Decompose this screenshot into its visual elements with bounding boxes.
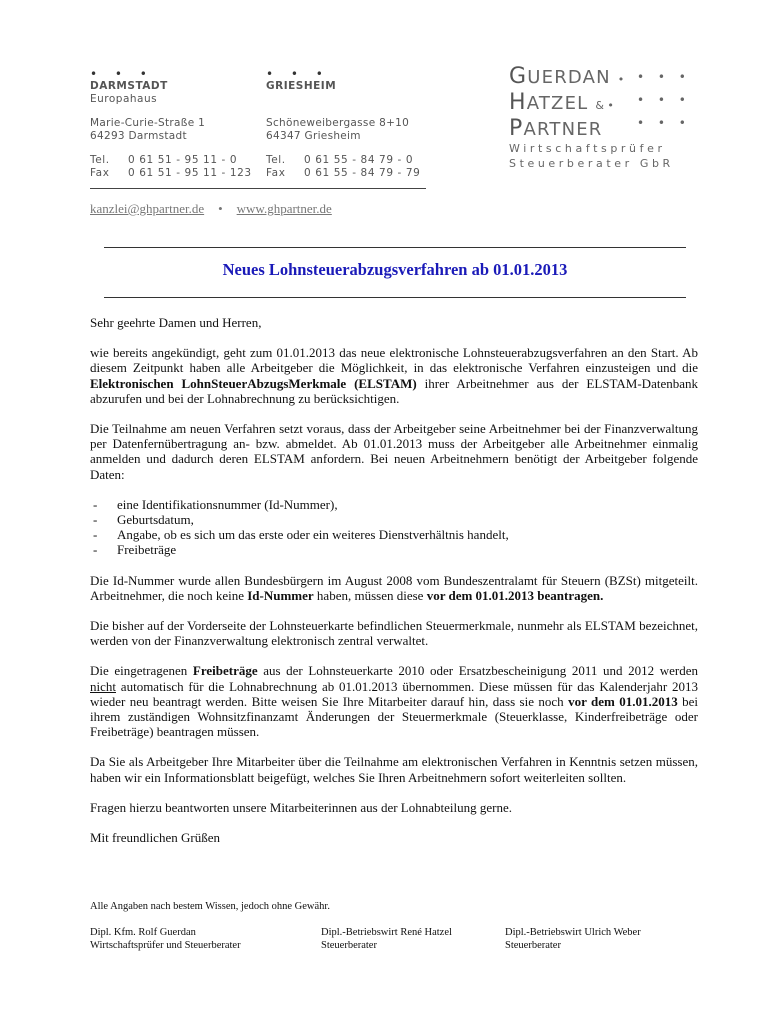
office-street: Schöneweibergasse 8+10 [266,117,410,129]
signature-guerdan [90,926,241,952]
signature-name: Dipl.-Betriebswirt Ulrich Weber [505,927,641,938]
office-dots: • • • [266,67,330,81]
signature-role: Wirtschaftsprüfer und Steuerberater [90,940,241,951]
logo-subtitle-line: Wirtschaftsprüfer [509,142,666,155]
header-divider [90,188,426,189]
list-item: - eine Identifikationsnummer (Id-Nummer), [90,497,698,512]
paragraph: Die Id-Nummer wurde allen Bundesbürgern im August 2008 vom Bundeszentralamt für Steuern (BZSt) mitgeteilt. Arbeitnehmer, die noch keine Id-Nummer haben, müssen diese vor dem 01.01.2013 beantragen. [90,572,698,603]
paragraph: wie bereits angekündigt, geht zum 01.01.2013 das neue elektronische Lohnsteuerabzugsverfahren an den Start. Ab diesem Zeitpunkt haben alle Arbeitgeber die Möglichkeit, in das elektronische Verfahren einzusteigen und die Elektronischen LohnSteuerAbzugsMerkmale (ELSTAM) ihrer Arbeitnehmer aus der ELSTAM-Datenbank abzurufen und bei der Lohnabrechnung zu berücksichtigen. [90,345,698,406]
phone-number: 0 61 55 - 84 79 - 0 [304,154,414,166]
signature-role: Steuerberater [505,940,561,951]
title-rule-top [104,247,686,248]
office-phone [266,154,420,167]
letter-title: Neues Lohnsteuerabzugsverfahren ab 01.01.2013 [222,260,568,279]
salutation: Sehr geehrte Damen und Herren, [90,315,262,330]
signature-hatzel [321,926,452,952]
signature-role: Steuerberater [321,940,377,951]
office-city: DARMSTADT [90,80,168,92]
paragraph: Die Teilnahme am neuen Verfahren setzt voraus, dass der Arbeitgeber seine Arbeitnehmer bei der Finanzverwaltung per Datenfernübertragung an- bzw. abmeldet. Ab 01.01.2013 muss der Arbeitgeber alle Arbeitnehmer einmalig anmelden und dadurch deren ELSTAM anfordern. Bei neuen Arbeitnehmern benötigt der Arbeitgeber folgende Daten: [90,421,698,482]
office-zip-city: 64293 Darmstadt [90,130,187,142]
logo-dots: • • • • • • • • • [637,70,691,130]
firm-logo [509,65,624,141]
phone-label: Tel. [90,154,110,166]
fax-label: Fax [266,167,286,179]
office-griesheim [266,68,420,180]
letter-body [90,315,698,845]
fax-number: 0 61 51 - 95 11 - 123 [128,167,252,179]
closing: Mit freundlichen Grüßen [90,830,220,846]
office-building: Europahaus [90,93,158,105]
office-zip-city: 64347 Griesheim [266,130,361,142]
title-rule-bottom [104,297,686,298]
website-link[interactable]: www.ghpartner.de [236,201,332,216]
office-fax [90,167,252,180]
logo-line-guerdan: GUERDAN • [509,64,625,89]
list-item: - Freibeträge [90,542,698,557]
paragraph: Fragen hierzu beantworten unsere Mitarbeiterinnen aus der Lohnabteilung gerne. [90,799,512,815]
office-fax [266,167,420,180]
paragraph: Die eingetragenen Freibeträge aus der Lohnsteuerkarte 2010 oder Ersatzbescheinigung 2011 und 2012 werden nicht automatisch für die Lohnabrechnung ab 01.01.2013 übernommen. Diese müssen für das Kalenderjahr 2013 wieder neu beantragt werden. Bitte weisen Sie Ihre Mitarbeiter darauf hin, dass sie noch vor dem 01.01.2013 bei ihrem zuständigen Wohnsitzfinanzamt Änderungen der Steuermerkmale (Steuerklasse, Kinderfreibeträge oder Freibeträge) beantragen müssen. [90,663,698,740]
office-phone [90,154,252,167]
disclaimer: Alle Angaben nach bestem Wissen, jedoch ohne Gewähr. [90,901,330,912]
office-street: Marie-Curie-Straße 1 [90,117,206,129]
office-city: GRIESHEIM [266,80,337,92]
paragraph: Die bisher auf der Vorderseite der Lohnsteuerkarte befindlichen Steuermerkmale, nunmehr als ELSTAM bezeichnet, werden von der Finanzverwaltung elektronisch zentral verwaltet. [90,618,698,649]
phone-label: Tel. [266,154,286,166]
logo-subtitle-line: Steuerberater GbR [509,157,674,170]
paragraph: Da Sie als Arbeitgeber Ihre Mitarbeiter über die Teilnahme am elektronischen Verfahren in Kenntnis setzen müssen, haben wir ein Informationsblatt beigefügt, welches Sie Ihren Arbeitnehmern sofort weiterleiten sollten. [90,754,698,785]
fax-label: Fax [90,167,110,179]
fax-number: 0 61 55 - 84 79 - 79 [304,167,421,179]
list-item: - Geburtsdatum, [90,512,698,527]
office-dots: • • • [90,67,154,81]
list-item: - Angabe, ob es sich um das erste oder ein weiteres Dienstverhältnis handelt, [90,527,698,542]
logo-line-partner: PARTNER [509,116,603,141]
contact-links [90,201,332,217]
logo-subtitle [509,141,674,171]
email-link[interactable]: kanzlei@ghpartner.de [90,201,205,216]
signature-name: Dipl. Kfm. Rolf Guerdan [90,927,196,938]
required-data-list [90,497,698,558]
logo-line-hatzel: HATZEL & • [509,90,614,115]
office-darmstadt [90,68,252,180]
link-separator: • [218,201,223,216]
phone-number: 0 61 51 - 95 11 - 0 [128,154,238,166]
signature-weber [505,926,641,952]
signature-name: Dipl.-Betriebswirt René Hatzel [321,927,452,938]
